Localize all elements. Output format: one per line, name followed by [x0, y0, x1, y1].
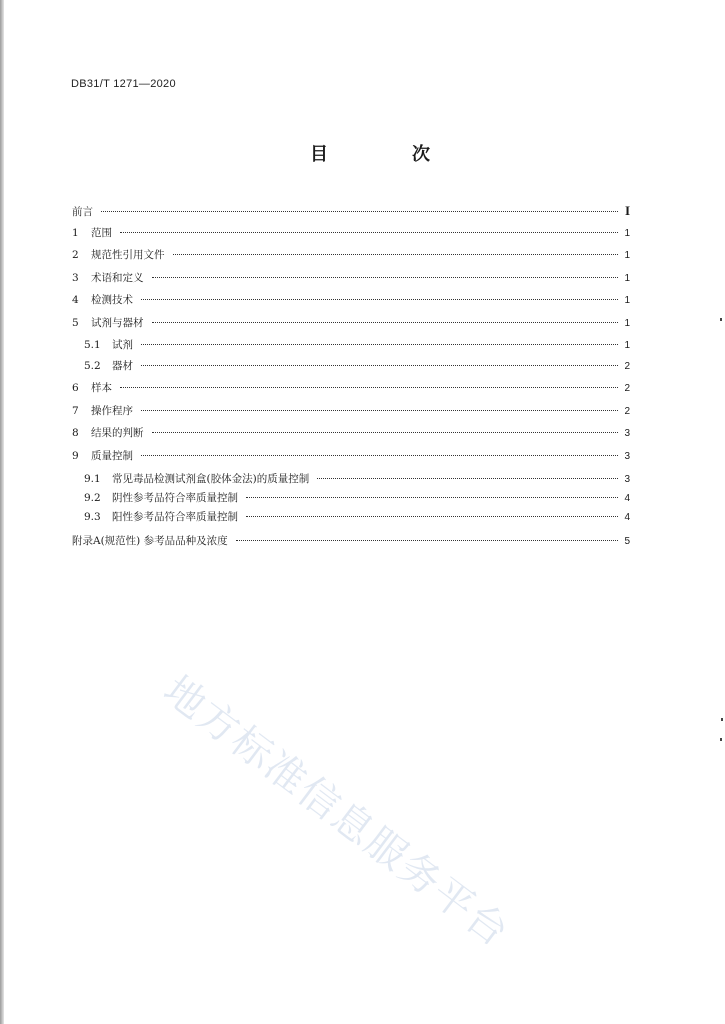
toc-leader	[152, 431, 619, 433]
toc-label: 范围	[91, 227, 112, 239]
title-char-2: 次	[412, 144, 430, 165]
toc-label: 操作程序	[91, 405, 133, 417]
watermark: 地方标准信息服务平台	[154, 667, 519, 957]
toc-number: 6	[72, 382, 79, 394]
toc-entry-3[interactable]	[72, 270, 630, 286]
toc-label: 质量控制	[91, 450, 133, 462]
toc-entry-8[interactable]	[72, 425, 630, 441]
toc-leader	[141, 454, 618, 456]
toc-label: 前言	[72, 206, 93, 218]
toc-entry-5[interactable]	[72, 315, 630, 331]
scan-edge	[0, 0, 4, 1024]
toc-entry-9-2[interactable]	[84, 490, 630, 506]
scan-mark	[720, 318, 722, 321]
toc-page: 1	[624, 340, 630, 351]
toc-number: 2	[72, 249, 79, 261]
toc-label: 器材	[112, 360, 133, 372]
toc-label: 试剂	[112, 339, 133, 351]
toc-entry-1[interactable]	[72, 225, 630, 241]
toc-page: I	[624, 203, 630, 218]
toc-number: 9.3	[84, 511, 101, 523]
toc-leader	[101, 210, 618, 212]
toc-number: 1	[72, 227, 79, 239]
scan-mark	[721, 718, 723, 721]
toc-page: 1	[624, 228, 630, 239]
toc-leader	[141, 364, 618, 366]
toc-entry-7[interactable]	[72, 403, 630, 419]
toc-entry-9-1[interactable]	[84, 471, 630, 487]
toc-leader	[152, 276, 619, 278]
toc-leader	[120, 231, 618, 233]
toc-leader	[120, 386, 618, 388]
toc-leader	[317, 477, 618, 479]
toc-page: 1	[624, 250, 630, 261]
toc-page: 1	[624, 295, 630, 306]
page-title	[310, 140, 430, 166]
toc-number: 5.2	[84, 360, 101, 372]
toc-page: 1	[624, 318, 630, 329]
toc-entry-2[interactable]	[72, 247, 630, 263]
toc-leader	[173, 253, 619, 255]
toc-number: 5	[72, 317, 79, 329]
toc-leader	[246, 515, 618, 517]
toc-page: 4	[624, 512, 630, 523]
toc-label: 附录A(规范性) 参考品品种及浓度	[72, 535, 228, 547]
toc-page: 3	[624, 428, 630, 439]
toc-leader	[152, 321, 619, 323]
toc-page: 2	[624, 361, 630, 372]
toc-label: 术语和定义	[91, 272, 144, 284]
toc-page: 4	[624, 493, 630, 504]
scan-mark	[720, 738, 722, 741]
toc-label: 试剂与器材	[91, 317, 144, 329]
toc-number: 3	[72, 272, 79, 284]
standard-code: DB31/T 1271—2020	[71, 78, 176, 90]
toc-entry-5-2[interactable]	[84, 358, 630, 374]
toc-entry-annex-a[interactable]	[72, 533, 630, 549]
toc-page: 3	[624, 474, 630, 485]
toc-number: 9.2	[84, 492, 101, 504]
title-char-1: 目	[310, 144, 328, 165]
toc-number: 8	[72, 427, 79, 439]
toc-number: 9	[72, 450, 79, 462]
toc-entry-4[interactable]	[72, 292, 630, 308]
toc-label: 阳性参考品符合率质量控制	[112, 511, 238, 523]
toc-entry-6[interactable]	[72, 380, 630, 396]
toc-page: 2	[624, 383, 630, 394]
toc-leader	[141, 343, 618, 345]
toc-number: 4	[72, 294, 79, 306]
toc-number: 9.1	[84, 473, 101, 485]
toc-label: 检测技术	[91, 294, 133, 306]
toc-entry-foreword[interactable]	[72, 203, 630, 219]
toc-entry-9-3[interactable]	[84, 509, 630, 525]
toc-leader	[246, 496, 618, 498]
toc-leader	[141, 409, 618, 411]
toc-page: 3	[624, 451, 630, 462]
toc-page: 1	[624, 273, 630, 284]
toc-label: 结果的判断	[91, 427, 144, 439]
toc-page: 2	[624, 406, 630, 417]
toc-number: 5.1	[84, 339, 101, 351]
toc-label: 样本	[91, 382, 112, 394]
toc-entry-5-1[interactable]	[84, 337, 630, 353]
toc-number: 7	[72, 405, 79, 417]
toc-label: 阴性参考品符合率质量控制	[112, 492, 238, 504]
toc-entry-9[interactable]	[72, 448, 630, 464]
toc-page: 5	[624, 536, 630, 547]
toc-leader	[141, 298, 618, 300]
toc-label: 常见毒品检测试剂盒(胶体金法)的质量控制	[112, 473, 310, 485]
toc-label: 规范性引用文件	[91, 249, 165, 261]
toc-leader	[236, 539, 618, 541]
